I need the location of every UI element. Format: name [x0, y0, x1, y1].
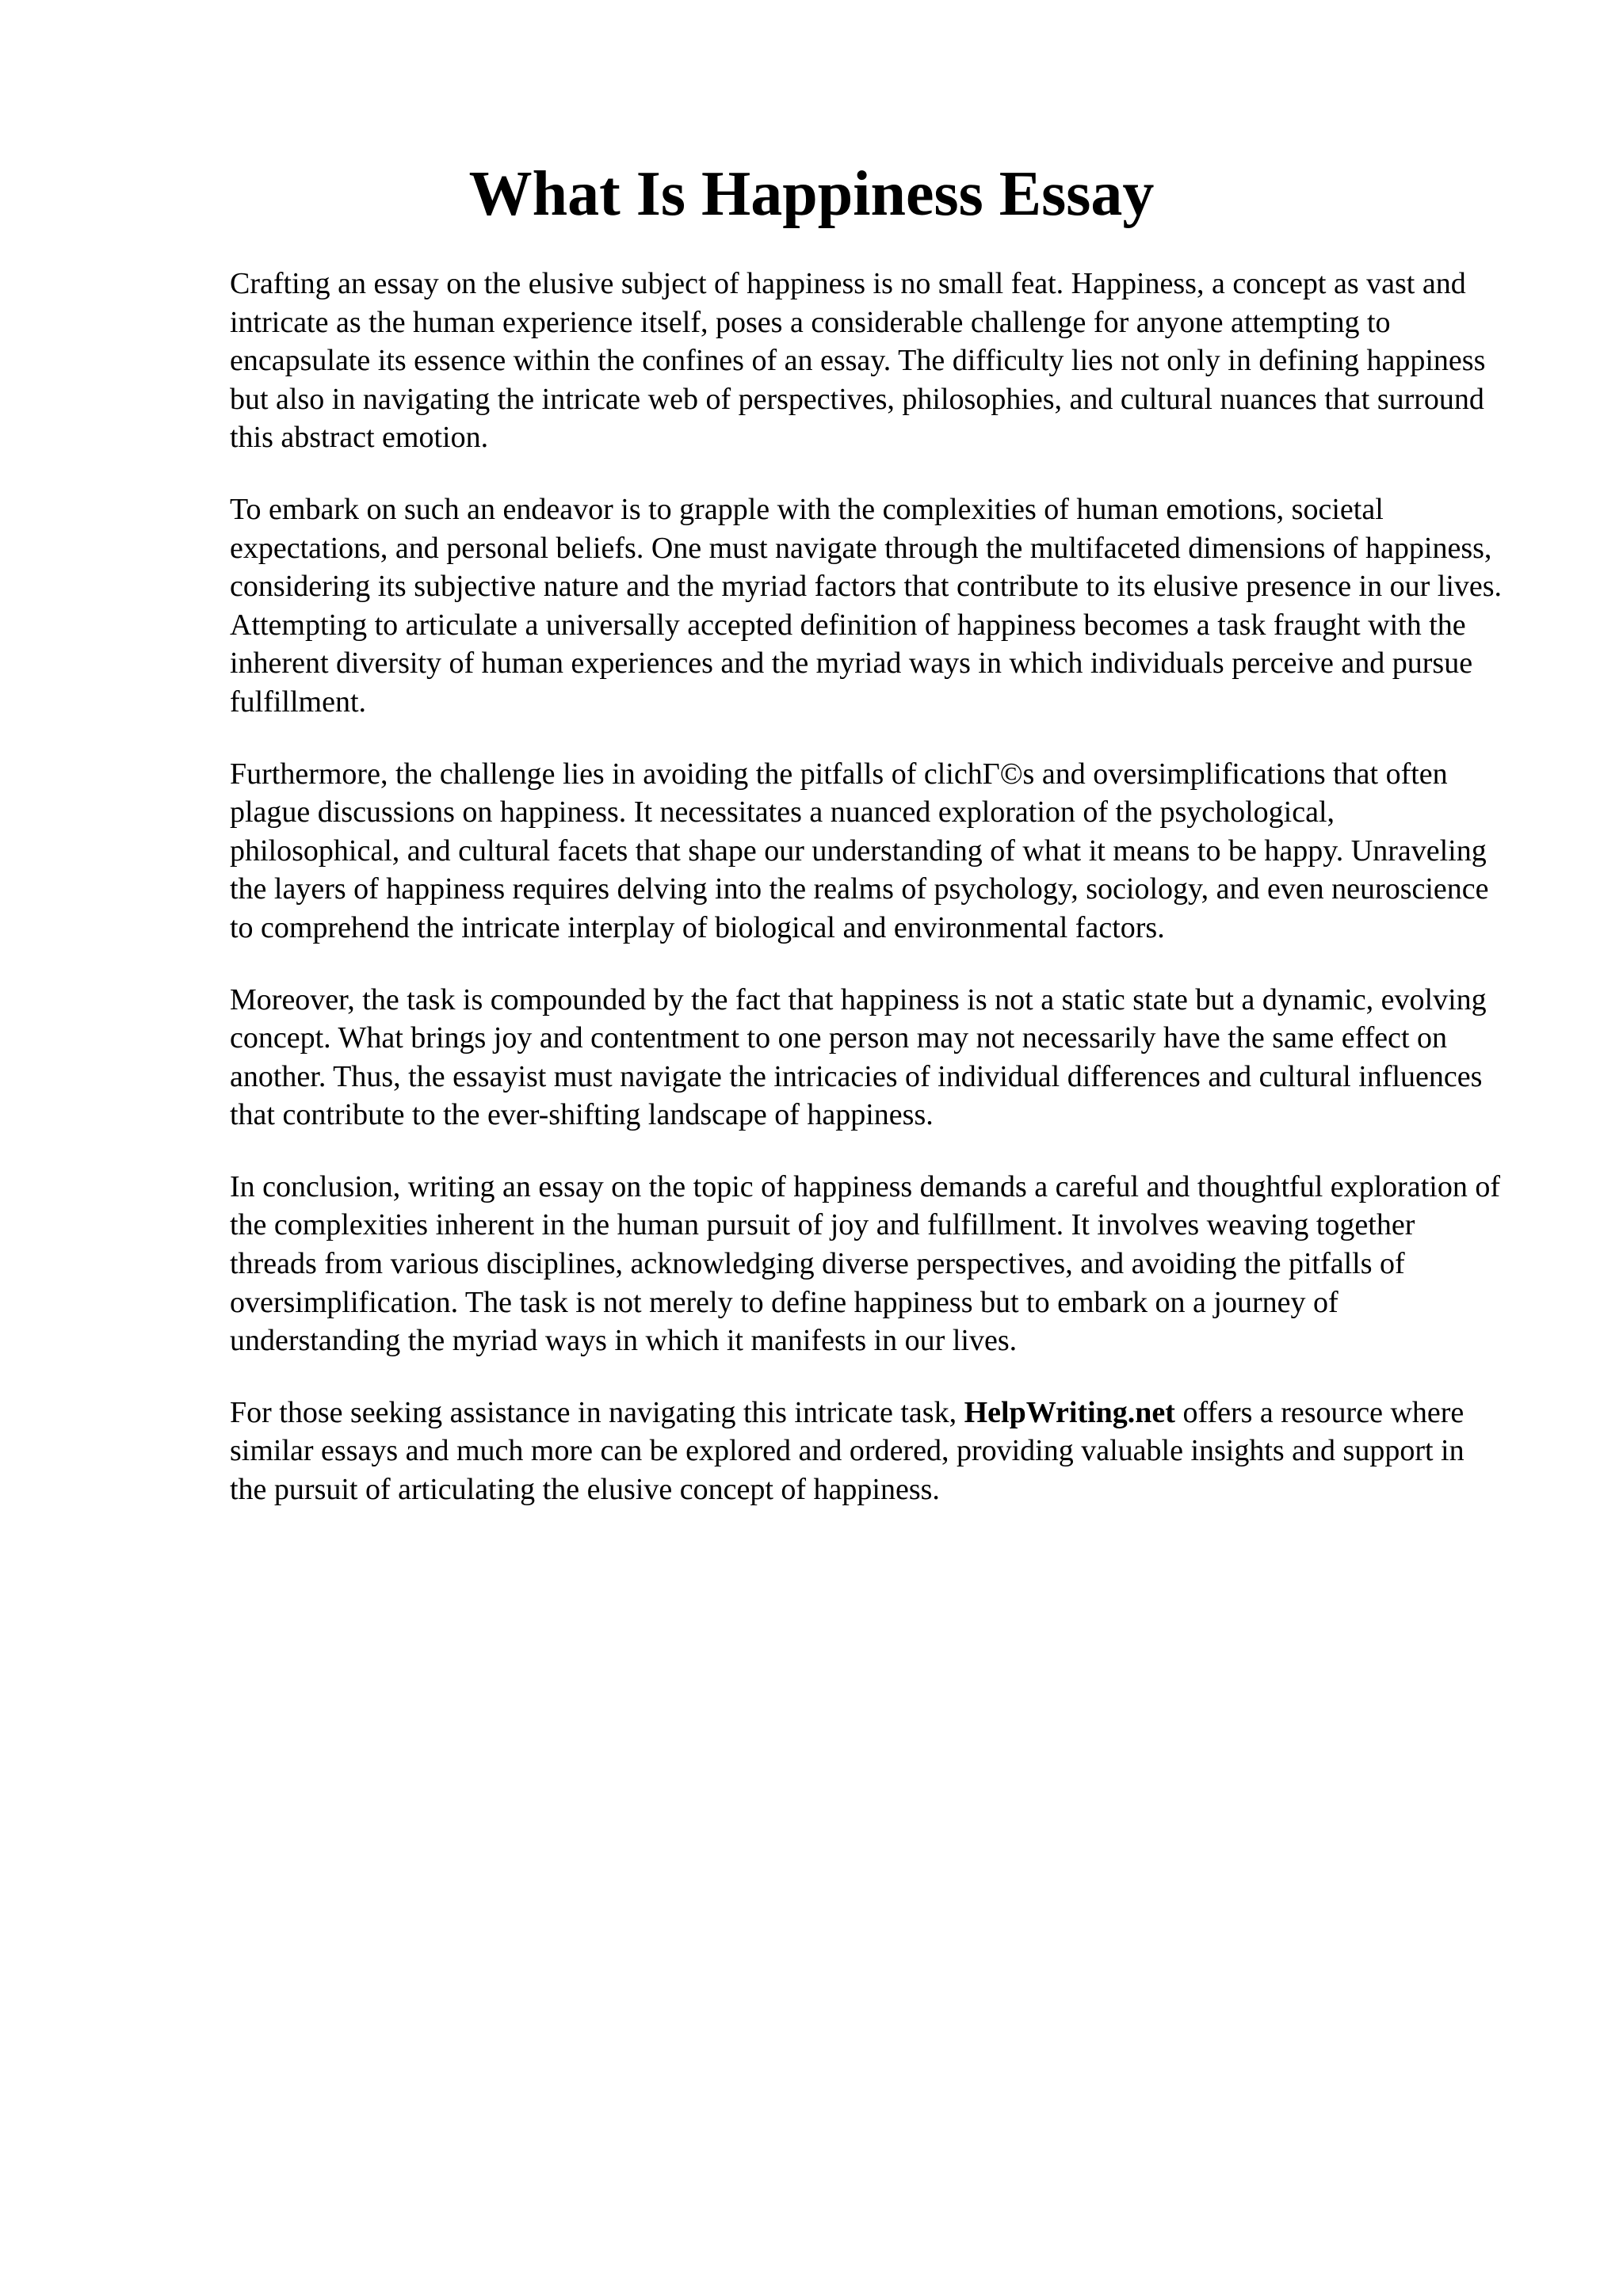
essay-body — [230, 265, 1506, 1543]
paragraph-4: Moreover, the task is compounded by the fact that happiness is not a static state but a dynamic, evolving concept. What brings joy and contentment to one person may not necessarily have the same effect on another. Thus, the essayist must navigate the intricacies of individual differences and cultural influences that contribute to the ever-shifting landscape of happiness. — [230, 982, 1487, 1132]
helpwriting-link[interactable]: HelpWriting.net — [964, 1395, 1175, 1429]
paragraph-3: Furthermore, the challenge lies in avoiding the pitfalls of clichΓ©s and oversimplifications that often plague discussions on happiness. It necessitates a nuanced exploration of the psychological, philosophical, and cultural facets that shape our understanding of what it means to be happy. Unraveling the layers of happiness requires delving into the realms of psychology, sociology, and even neuroscience to comprehend the intricate interplay of biological and environmental factors. — [230, 757, 1489, 944]
page-title: What Is Happiness Essay — [468, 159, 1155, 229]
paragraph-2: To embark on such an endeavor is to grapple with the complexities of human emotions, societal expectations, and personal beliefs. One must navigate through the multifaceted dimensions of happiness, considering its subjective nature and the myriad factors that contribute to its elusive presence in our lives. Attempting to articulate a universally accepted definition of happiness becomes a task fraught with the inherent diversity of human experiences and the myriad ways in which individuals perceive and pursue fulfillment. — [230, 492, 1503, 719]
paragraph-1: Crafting an essay on the elusive subject of happiness is no small feat. Happiness, a concept as vast and intricate as the human experience itself, poses a considerable challenge for anyone attempting to encapsulate its essence within the confines of an essay. The difficulty lies not only in defining happiness but also in navigating the intricate web of perspectives, philosophies, and cultural nuances that surround this abstract emotion. — [230, 267, 1486, 455]
closing-text-before: For those seeking assistance in navigating this intricate task, — [230, 1395, 957, 1429]
closing-paragraph — [230, 1394, 1506, 1509]
closing-text-after: offers a resource where similar essays and much more can be explored and ordered, providing valuable insights and support in the pursuit of articulating the elusive concept of happiness. — [230, 1395, 1465, 1507]
paragraph-5: In conclusion, writing an essay on the topic of happiness demands a careful and thoughtful exploration of the complexities inherent in the human pursuit of joy and fulfillment. It involves weaving together threads from various disciplines, acknowledging diverse perspectives, and avoiding the pitfalls of oversimplification. The task is not merely to define happiness but to embark on a journey of understanding the myriad ways in which it manifests in our lives. — [230, 1169, 1500, 1358]
